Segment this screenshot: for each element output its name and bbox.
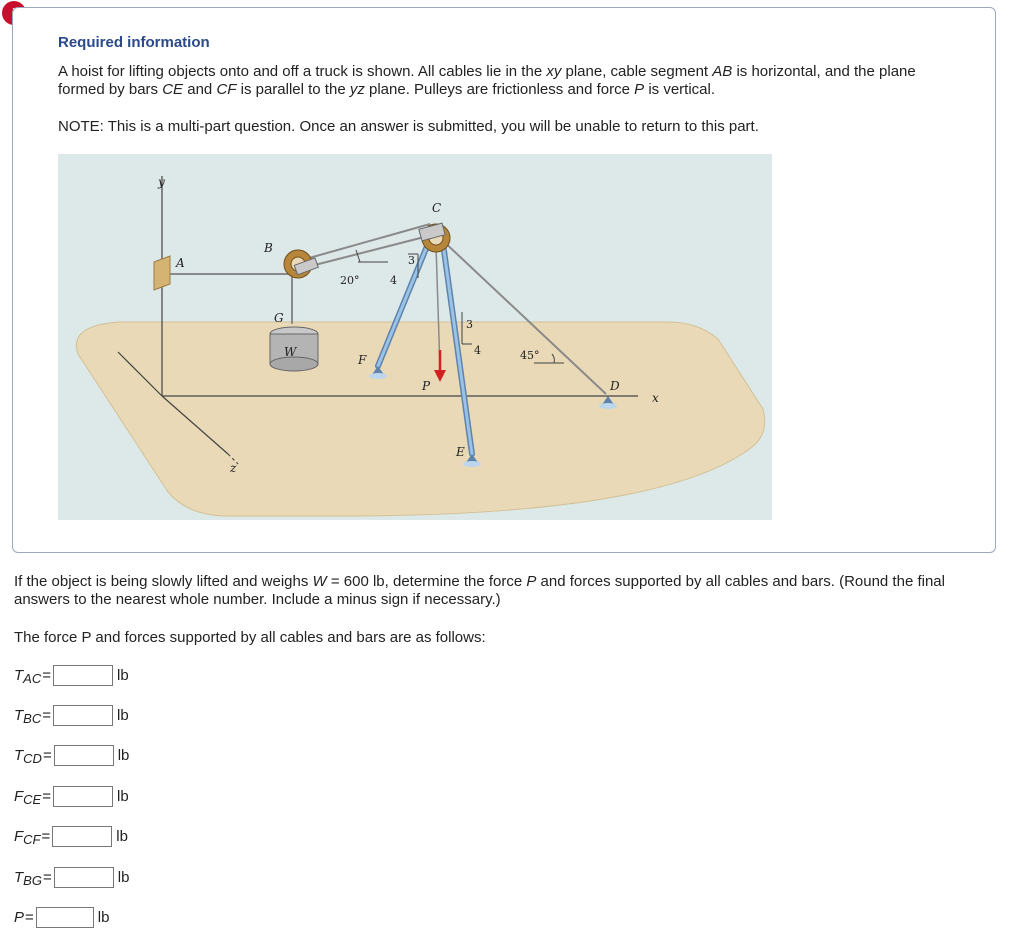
angle-cd-label: 45° bbox=[520, 349, 540, 362]
unit-label: lb bbox=[97, 908, 110, 926]
answer-row-fce: F CE = lb bbox=[14, 787, 129, 807]
problem-statement: A hoist for lifting objects onto and off a truck is shown. All cables lie in the xy plane, cable segment AB is horizontal, and the plane formed by bars CE and CF is parallel to the yz plane. Pulleys are frictionless and force P is vertical. bbox=[58, 63, 916, 98]
anchor-a bbox=[154, 256, 170, 290]
answer-row-tbg: T BG = lb bbox=[14, 868, 130, 888]
p-input[interactable] bbox=[36, 907, 94, 928]
label-g: G bbox=[274, 311, 284, 325]
label-c: C bbox=[432, 201, 442, 215]
unit-label: lb bbox=[116, 827, 128, 845]
answer-row-tbc: T BC = lb bbox=[14, 706, 129, 726]
answer-row-fcf: F CF = lb bbox=[14, 827, 128, 847]
unit-label: lb bbox=[117, 868, 130, 886]
required-info-title: Required information bbox=[58, 34, 210, 51]
label-z: z bbox=[230, 461, 237, 475]
unit-label: lb bbox=[117, 706, 129, 724]
hoist-figure bbox=[58, 154, 772, 520]
answer-row-p: P = lb bbox=[14, 908, 110, 926]
tbg-input[interactable] bbox=[54, 867, 114, 888]
slope-bc-run: 4 bbox=[390, 274, 397, 287]
label-x: x bbox=[652, 391, 659, 405]
tac-input[interactable] bbox=[53, 665, 113, 686]
answers-intro: The force P and forces supported by all cables and bars are as follows: bbox=[14, 629, 486, 646]
unit-label: lb bbox=[117, 746, 130, 764]
required-info-panel bbox=[12, 7, 996, 553]
answer-row-tac: T AC = lb bbox=[14, 666, 129, 686]
question-text: If the object is being slowly lifted and weighs W = 600 lb, determine the force P and forces supported by all cables and bars. (Round the final answers to the nearest whole number. Include a minus sign if necessary.) bbox=[14, 573, 945, 608]
slope-ce-rise: 3 bbox=[466, 318, 473, 331]
label-p: P bbox=[422, 379, 431, 393]
multi-part-note: NOTE: This is a multi-part question. Once an answer is submitted, you will be unable to return to this part. bbox=[58, 118, 759, 135]
answer-row-tcd: T CD = lb bbox=[14, 746, 130, 766]
label-e: E bbox=[456, 445, 465, 459]
tbc-input[interactable] bbox=[53, 705, 113, 726]
truck-bed bbox=[76, 322, 764, 516]
label-w: W bbox=[284, 345, 297, 359]
label-a: A bbox=[176, 256, 185, 270]
label-d: D bbox=[610, 379, 620, 393]
label-b: B bbox=[264, 241, 273, 255]
label-y: y bbox=[158, 175, 165, 189]
unit-label: lb bbox=[117, 787, 129, 805]
tcd-input[interactable] bbox=[54, 745, 114, 766]
slope-bc-rise: 3 bbox=[408, 254, 415, 267]
fcf-input[interactable] bbox=[52, 826, 112, 847]
fce-input[interactable] bbox=[53, 786, 113, 807]
slope-ce-run: 4 bbox=[474, 344, 481, 357]
unit-label: lb bbox=[117, 666, 129, 684]
angle-ab-label: 20° bbox=[340, 274, 360, 287]
label-f: F bbox=[358, 353, 367, 367]
